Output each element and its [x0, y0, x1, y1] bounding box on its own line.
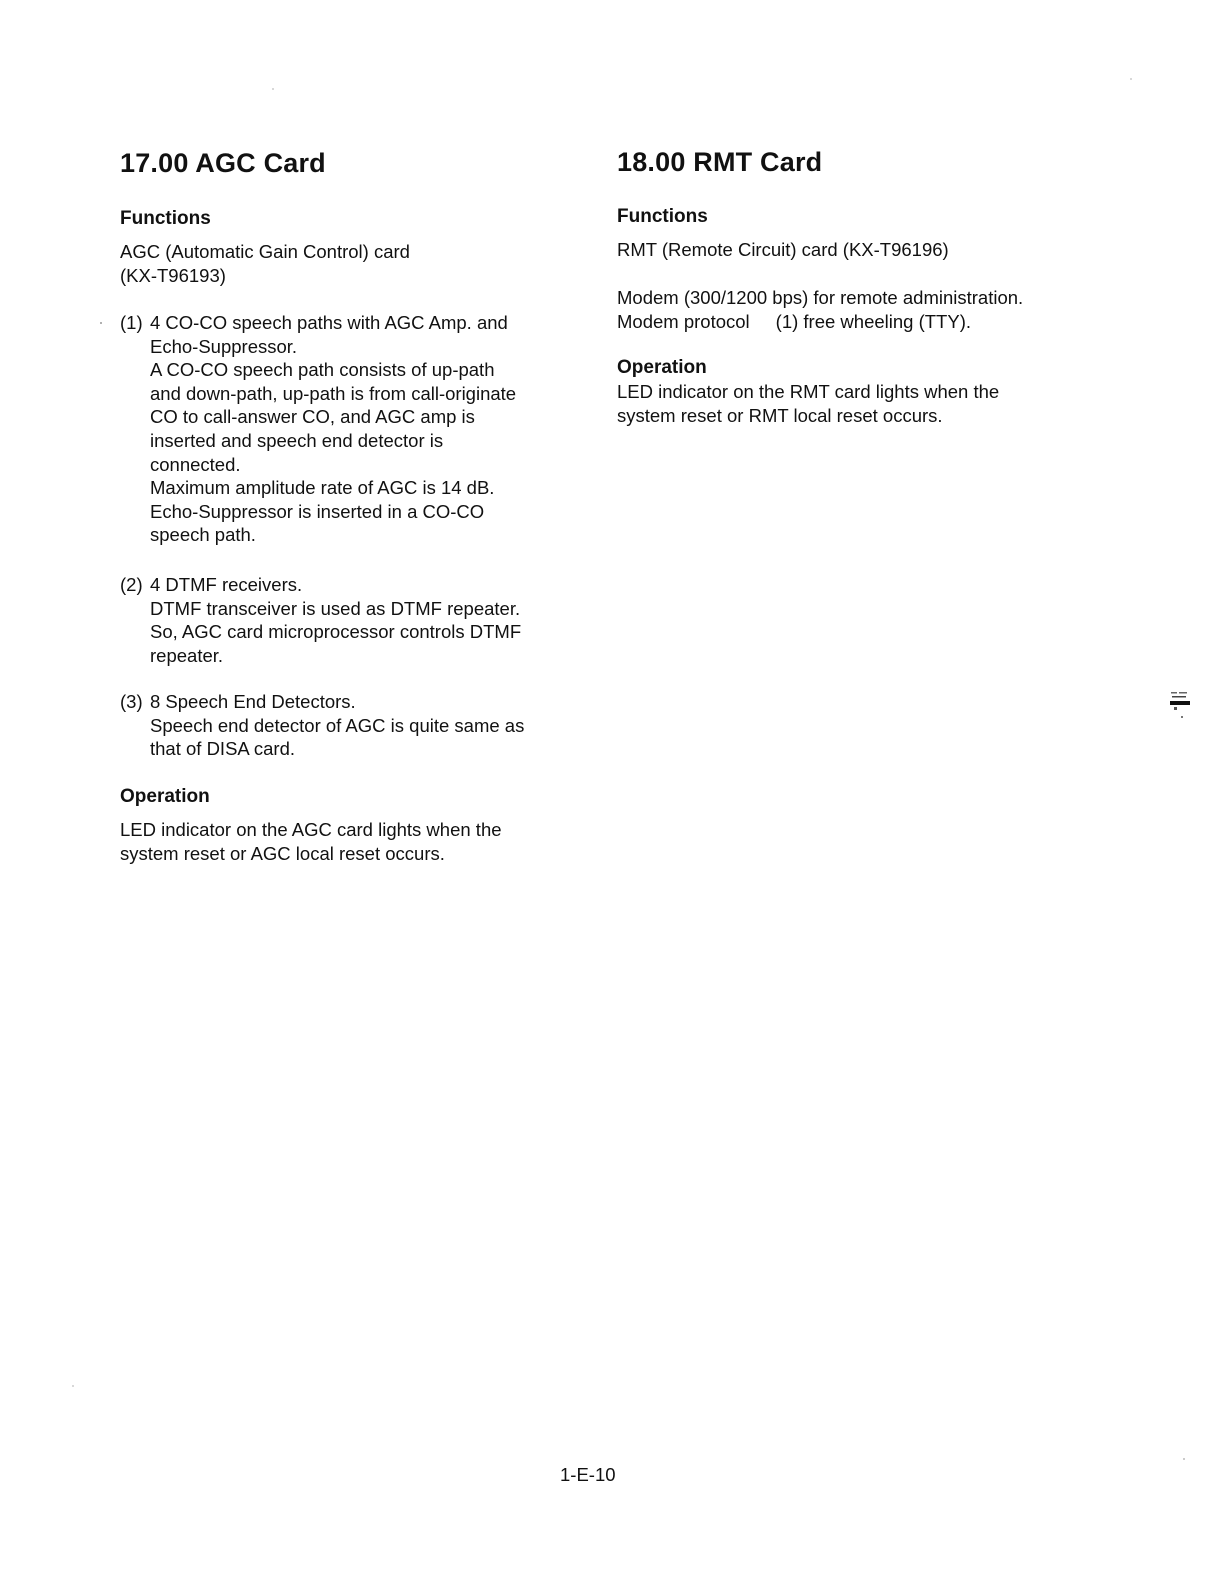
- item-line: A CO-CO speech path consists of up-path: [150, 359, 495, 381]
- item-line: Maximum amplitude rate of AGC is 14 dB.: [150, 477, 495, 499]
- item-line: Echo-Suppressor is inserted in a CO-CO: [150, 500, 485, 522]
- rmt-protocol-label: Modem protocol: [617, 311, 750, 332]
- rmt-intro-line: RMT (Remote Circuit) card (KX-T96196): [617, 239, 949, 260]
- rmt-operation-line: system reset or RMT local reset occurs.: [617, 405, 943, 426]
- item-line: repeater.: [150, 644, 224, 666]
- item-line: CO to call-answer CO, and AGC amp is: [150, 406, 475, 428]
- scan-speck: [100, 322, 102, 324]
- agc-intro-line: (KX-T96193): [120, 265, 226, 286]
- agc-functions-heading: Functions: [120, 208, 211, 229]
- item-line: So, AGC card microprocessor controls DTMF: [150, 621, 522, 643]
- agc-operation-heading: Operation: [120, 786, 210, 807]
- item-line: 4 CO-CO speech paths with AGC Amp. and: [150, 312, 508, 333]
- item-line: inserted and speech end detector is: [150, 429, 444, 451]
- agc-operation-text: [120, 818, 502, 866]
- rmt-protocol-value: (1) free wheeling (TTY).: [775, 311, 971, 332]
- item-number: (3): [120, 691, 143, 712]
- rmt-intro: [617, 238, 949, 262]
- agc-operation-line: system reset or AGC local reset occurs.: [120, 843, 445, 864]
- agc-section-title: 17.00 AGC Card: [120, 148, 326, 178]
- scan-speck: [272, 88, 274, 90]
- item-line: DTMF transceiver is used as DTMF repeater.: [150, 597, 521, 619]
- item-line: and down-path, up-path is from call-originate: [150, 382, 517, 404]
- scan-artifact-icon: [1168, 690, 1192, 720]
- item-line: that of DISA card.: [150, 738, 295, 760]
- scan-speck: [72, 1385, 74, 1387]
- agc-intro-line: AGC (Automatic Gain Control) card: [120, 241, 410, 262]
- agc-operation-line: LED indicator on the AGC card lights when the: [120, 819, 502, 840]
- scan-speck: [1130, 78, 1132, 80]
- rmt-modem-line: Modem (300/1200 bps) for remote administration.: [617, 287, 1024, 308]
- item-body: [150, 573, 521, 667]
- item-body: [150, 690, 524, 761]
- item-number: (2): [120, 574, 143, 595]
- item-line: connected.: [150, 453, 241, 475]
- item-line: Echo-Suppressor.: [150, 335, 298, 357]
- item-line: 8 Speech End Detectors.: [150, 691, 356, 712]
- item-line: 4 DTMF receivers.: [150, 574, 303, 595]
- rmt-section-title: 18.00 RMT Card: [617, 147, 823, 177]
- item-line: Speech end detector of AGC is quite same as: [150, 714, 525, 736]
- rmt-functions-heading: Functions: [617, 206, 708, 227]
- item-number: (1): [120, 312, 143, 333]
- agc-intro: [120, 240, 410, 288]
- page-number: 1-E-10: [560, 1464, 616, 1485]
- rmt-operation-heading: Operation: [617, 357, 707, 378]
- scan-speck: [1183, 1458, 1185, 1460]
- item-body: [150, 311, 516, 547]
- rmt-modem-block: [617, 286, 1023, 334]
- rmt-operation-text: [617, 380, 999, 428]
- rmt-protocol-line: [617, 310, 1023, 334]
- item-line: speech path.: [150, 524, 256, 546]
- rmt-operation-line: LED indicator on the RMT card lights when the: [617, 381, 1000, 402]
